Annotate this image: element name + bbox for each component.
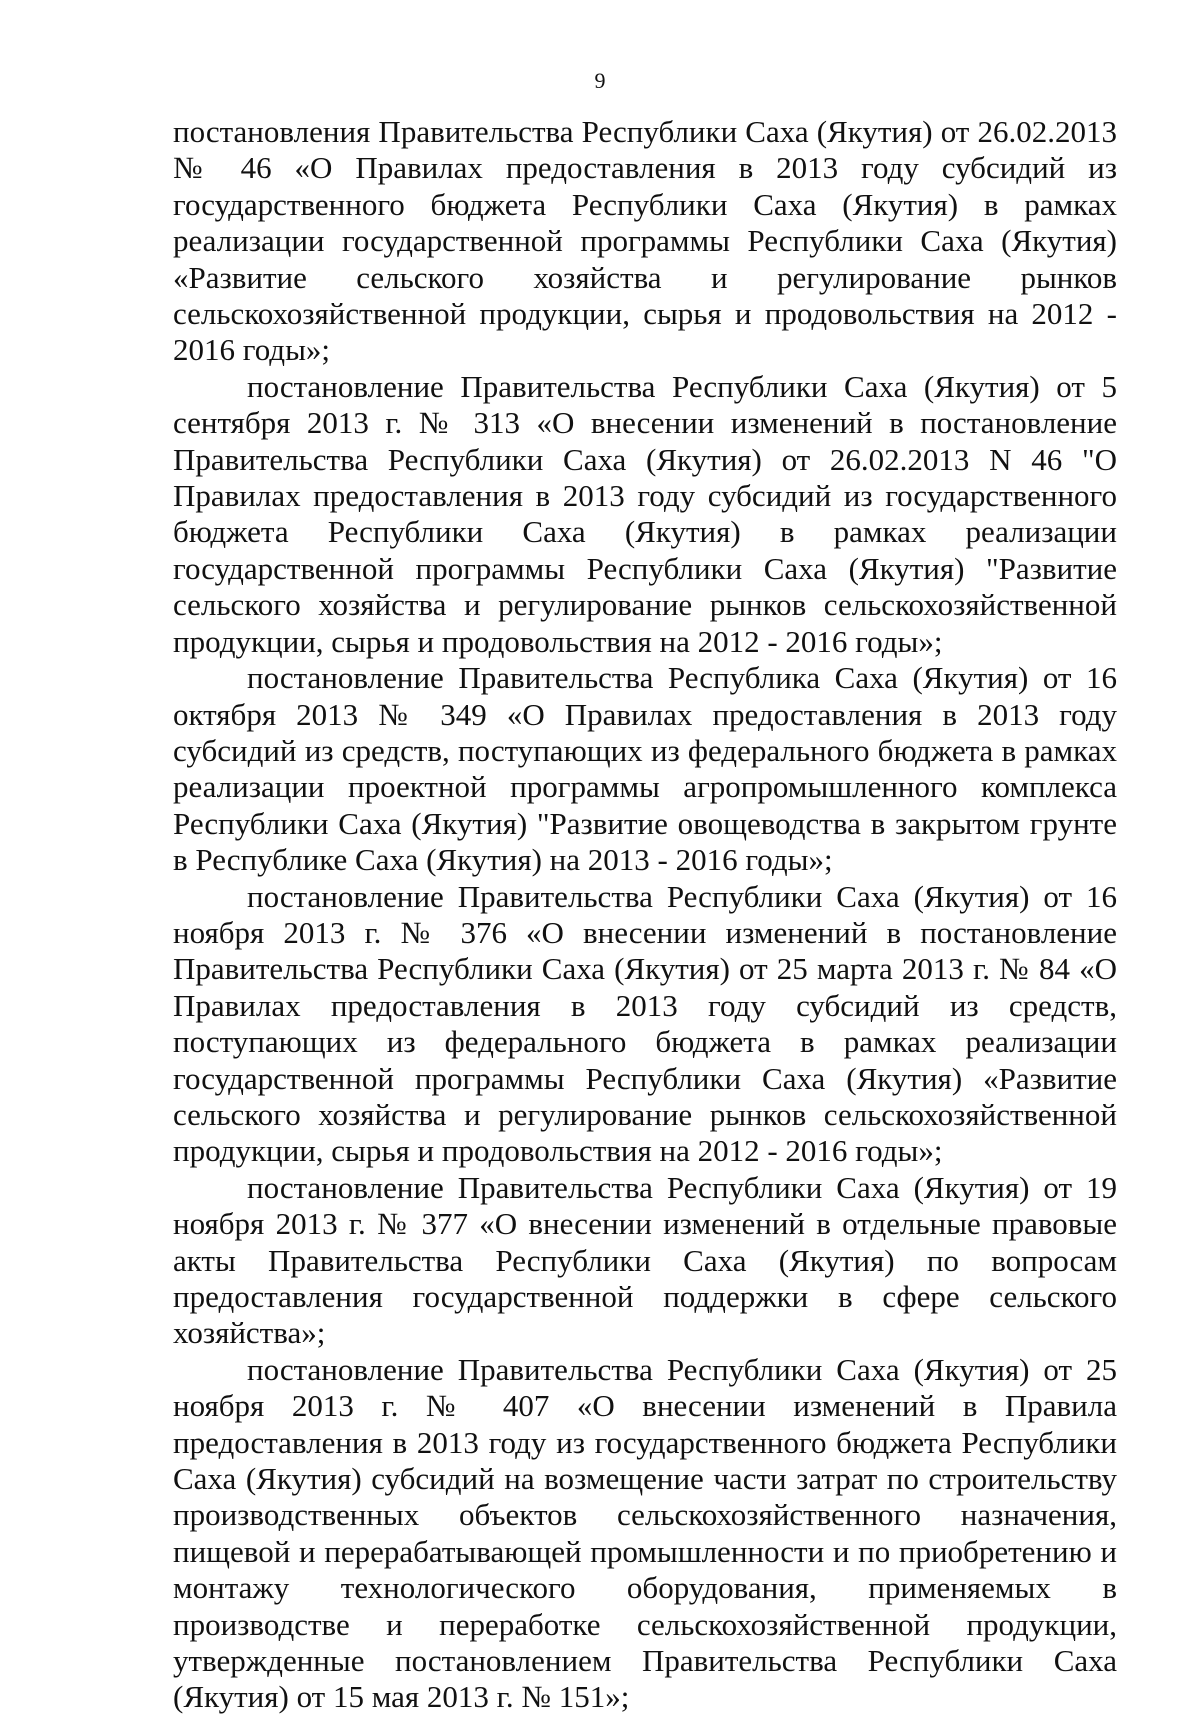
paragraph-6: постановление Правительства Республики Саха (Якутия) от 25 ноября 2013 г. № 407 «О внесении изменений в Правила предоставления в 2013 году из государственного бюджета Республики Саха (Якутия) субсидий на возмещение части затрат по строительству производственных объектов сельскохозяйственного назначения, пищевой и перерабатывающей промышленности и по приобретению и монтажу технологического оборудования, применяемых в производстве и переработке сельскохозяйственной продукции, утвержденные постановлением Правительства Республики Саха (Якутия) от 15 мая 2013 г. № 151»; (173, 1351, 1117, 1715)
document-body (173, 114, 1117, 1716)
paragraph-4: постановление Правительства Республики Саха (Якутия) от 16 ноября 2013 г. № 376 «О внесении изменений в постановление Правительства Республики Саха (Якутия) от 25 марта 2013 г. № 84 «О Правилах предоставления в 2013 году субсидий из средств, поступающих из федерального бюджета в рамках реализации государственной программы Республики Саха (Якутия) «Развитие сельского хозяйства и регулирование рынков сельскохозяйственной продукции, сырья и продовольствия на 2012 - 2016 годы»; (173, 878, 1117, 1169)
paragraph-3: постановление Правительства Республика Саха (Якутия) от 16 октября 2013 № 349 «О Правилах предоставления в 2013 году субсидий из средств, поступающих из федерального бюджета в рамках реализации проектной программы агропромышленного комплекса Республики Саха (Якутия) "Развитие овощеводства в закрытом грунте в Республике Саха (Якутия) на 2013 - 2016 годы»; (173, 660, 1117, 878)
paragraph-1: постановления Правительства Республики Саха (Якутия) от 26.02.2013 № 46 «О Правилах предоставления в 2013 году субсидий из государственного бюджета Республики Саха (Якутия) в рамках реализации государственной программы Республики Саха (Якутия) «Развитие сельского хозяйства и регулирование рынков сельскохозяйственной продукции, сырья и продовольствия на 2012 - 2016 годы»; (173, 114, 1117, 368)
paragraph-2: постановление Правительства Республики Саха (Якутия) от 5 сентября 2013 г. № 313 «О внесении изменений в постановление Правительства Республики Саха (Якутия) от 26.02.2013 N 46 "О Правилах предоставления в 2013 году субсидий из государственного бюджета Республики Саха (Якутия) в рамках реализации государственной программы Республики Саха (Якутия) "Развитие сельского хозяйства и регулирование рынков сельскохозяйственной продукции, сырья и продовольствия на 2012 - 2016 годы»; (173, 368, 1117, 659)
page-number: 9 (594, 68, 606, 93)
paragraph-5: постановление Правительства Республики Саха (Якутия) от 19 ноября 2013 г. № 377 «О внесении изменений в отдельные правовые акты Правительства Республики Саха (Якутия) по вопросам предоставления государственной поддержки в сфере сельского хозяйства»; (173, 1169, 1117, 1351)
